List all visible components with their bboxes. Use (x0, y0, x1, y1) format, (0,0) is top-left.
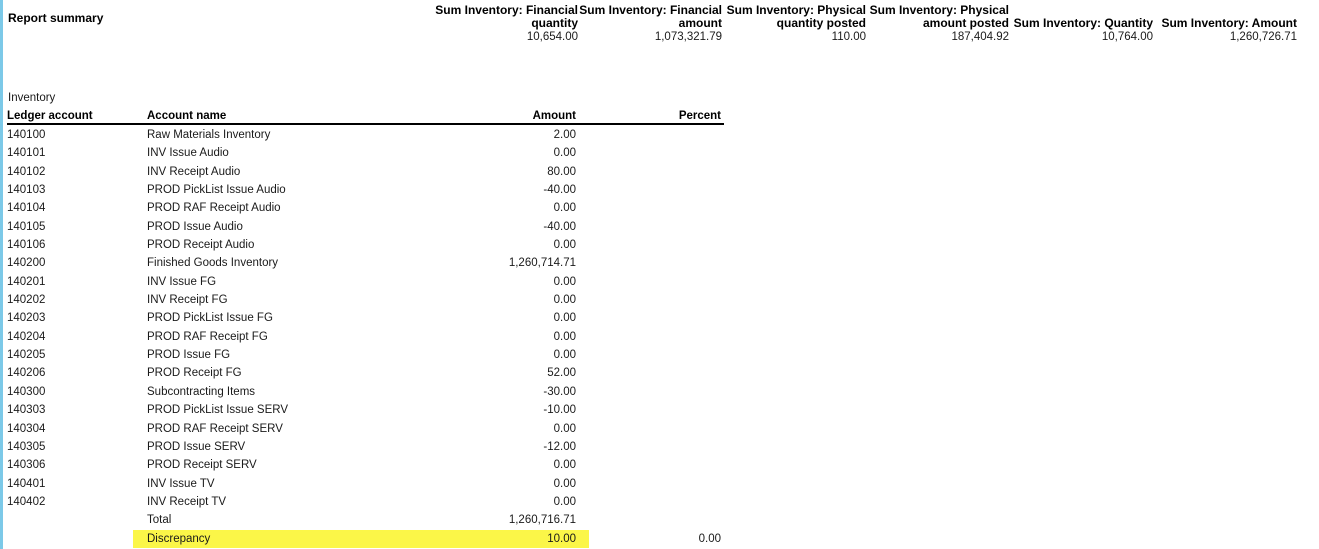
amount-cell: 10.00 (547, 532, 576, 545)
percent-cell (571, 163, 721, 181)
table-row (0, 456, 760, 474)
summary-column-header (1117, 3, 1297, 30)
amount-cell: 0.00 (553, 294, 576, 307)
ledger-account-cell: 140205 (7, 349, 46, 362)
percent-cell (571, 401, 721, 419)
amount-cell: -10.00 (543, 404, 576, 417)
amount-cell: 0.00 (553, 477, 576, 490)
amount-cell: 1,260,714.71 (508, 257, 576, 270)
account-name-cell: PROD RAF Receipt SERV (147, 422, 283, 435)
amount-cell: 52.00 (547, 367, 576, 380)
summary-column-header-line: Sum Inventory: Financial (579, 3, 722, 17)
amount-cell: 0.00 (553, 239, 576, 252)
table-row (0, 144, 760, 162)
account-name-cell: PROD Issue FG (147, 349, 231, 362)
table-row (0, 309, 760, 327)
table-row (0, 383, 760, 401)
account-name-cell: INV Receipt TV (147, 495, 227, 508)
amount-cell: 0.00 (553, 202, 576, 215)
table-row (0, 236, 760, 254)
summary-column-header-line: Sum Inventory: Physical (726, 3, 866, 17)
ledger-account-cell: 140202 (7, 294, 46, 307)
summary-column-value: 10,764.00 (1101, 31, 1153, 43)
table-row (0, 181, 760, 199)
table-header-divider (7, 123, 724, 125)
percent-cell (571, 456, 721, 474)
ledger-account-cell: 140200 (7, 257, 46, 270)
summary-column-header-line: Sum Inventory: Amount (1161, 16, 1297, 30)
percent-cell (571, 493, 721, 511)
inventory-table-body (0, 126, 760, 548)
summary-column-header-line: amount (678, 16, 722, 30)
account-name-cell: Total (147, 514, 172, 527)
ledger-account-cell: 140303 (7, 404, 46, 417)
account-name-cell: PROD Receipt SERV (147, 459, 257, 472)
ledger-account-cell: 140300 (7, 385, 46, 398)
percent-cell (571, 511, 721, 529)
ledger-account-cell: 140401 (7, 477, 46, 490)
summary-column-value: 110.00 (831, 31, 866, 43)
account-name-cell: INV Issue Audio (147, 147, 229, 160)
table-row (0, 328, 760, 346)
table-row-discrepancy (0, 530, 760, 548)
amount-cell: 1,260,716.71 (508, 514, 576, 527)
amount-cell: 0.00 (553, 349, 576, 362)
account-name-cell: PROD PickList Issue SERV (147, 404, 289, 417)
account-name-cell: PROD Receipt FG (147, 367, 242, 380)
amount-cell: 80.00 (547, 165, 576, 178)
table-row (0, 126, 760, 144)
column-header-percent: Percent (678, 110, 721, 122)
table-row (0, 493, 760, 511)
percent-cell (571, 364, 721, 382)
summary-column-header-line: Sum Inventory: Financial (435, 3, 578, 17)
ledger-account-cell: 140402 (7, 495, 46, 508)
amount-cell: -30.00 (543, 385, 576, 398)
ledger-account-cell: 140100 (7, 129, 46, 141)
percent-cell (571, 181, 721, 199)
ledger-account-cell: 140305 (7, 440, 46, 453)
ledger-account-cell: 140105 (7, 220, 46, 233)
account-name-cell: Subcontracting Items (147, 385, 256, 398)
percent-cell (571, 346, 721, 364)
amount-cell: 0.00 (553, 312, 576, 325)
account-name-cell: Finished Goods Inventory (147, 257, 279, 270)
amount-cell: 0.00 (553, 422, 576, 435)
account-name-cell: INV Receipt FG (147, 294, 228, 307)
column-header-account-name: Account name (147, 110, 227, 122)
summary-column-value: 10,654.00 (526, 31, 578, 43)
table-row (0, 475, 760, 493)
table-row (0, 291, 760, 309)
ledger-account-cell: 140304 (7, 422, 46, 435)
account-name-cell: PROD RAF Receipt FG (147, 330, 268, 343)
amount-cell: 2.00 (553, 129, 576, 141)
ledger-account-cell: 140102 (7, 165, 46, 178)
table-row (0, 438, 760, 456)
ledger-account-cell: 140104 (7, 202, 46, 215)
table-row (0, 346, 760, 364)
account-name-cell: INV Issue TV (147, 477, 215, 490)
table-row (0, 273, 760, 291)
ledger-account-cell: 140204 (7, 330, 46, 343)
percent-cell (571, 309, 721, 327)
account-name-cell: Raw Materials Inventory (147, 129, 271, 141)
summary-column-header-line: quantity (531, 16, 578, 30)
percent-cell (571, 291, 721, 309)
percent-cell (571, 218, 721, 236)
percent-cell (571, 383, 721, 401)
account-name-cell: Discrepancy (147, 532, 211, 545)
percent-cell: 0.00 (698, 532, 721, 545)
account-name-cell: PROD Issue SERV (147, 440, 246, 453)
percent-cell (571, 328, 721, 346)
account-name-cell: PROD RAF Receipt Audio (147, 202, 281, 215)
summary-column-header-line: amount posted (923, 16, 1009, 30)
percent-cell (571, 254, 721, 272)
account-name-cell: INV Issue FG (147, 275, 217, 288)
ledger-account-cell: 140201 (7, 275, 46, 288)
account-name-cell: INV Receipt Audio (147, 165, 241, 178)
percent-cell (571, 475, 721, 493)
summary-column-value: 1,260,726.71 (1229, 31, 1297, 43)
table-row (0, 401, 760, 419)
table-row (0, 254, 760, 272)
percent-cell (571, 199, 721, 217)
amount-cell: 0.00 (553, 147, 576, 160)
ledger-account-cell: 140101 (7, 147, 46, 160)
amount-cell: 0.00 (553, 330, 576, 343)
summary-column-header-line: Sum Inventory: Quantity (1013, 16, 1153, 30)
percent-cell (571, 144, 721, 162)
ledger-account-cell: 140206 (7, 367, 46, 380)
account-name-cell: PROD PickList Issue FG (147, 312, 273, 325)
percent-cell (571, 420, 721, 438)
table-row-total (0, 511, 760, 529)
percent-cell (571, 438, 721, 456)
table-row (0, 199, 760, 217)
table-row (0, 218, 760, 236)
ledger-account-cell: 140203 (7, 312, 46, 325)
amount-cell: 0.00 (553, 459, 576, 472)
column-header-amount: Amount (532, 110, 576, 122)
inventory-section-label: Inventory (8, 92, 56, 104)
summary-column-value: 1,073,321.79 (654, 31, 722, 43)
percent-cell (571, 126, 721, 144)
table-row (0, 420, 760, 438)
amount-cell: -40.00 (543, 220, 576, 233)
account-name-cell: PROD Issue Audio (147, 220, 243, 233)
table-row (0, 163, 760, 181)
ledger-account-cell: 140103 (7, 184, 46, 197)
column-header-ledger-account: Ledger account (7, 110, 93, 122)
account-name-cell: PROD PickList Issue Audio (147, 184, 286, 197)
summary-column-header-line: quantity posted (776, 16, 866, 30)
amount-cell: 0.00 (553, 275, 576, 288)
summary-column-value: 187,404.92 (951, 31, 1009, 43)
ledger-account-cell: 140106 (7, 239, 46, 252)
page-title: Report summary (8, 11, 104, 25)
summary-column-header-line: Sum Inventory: Physical (869, 3, 1009, 17)
amount-cell: -40.00 (543, 184, 576, 197)
amount-cell: -12.00 (543, 440, 576, 453)
percent-cell (571, 273, 721, 291)
ledger-account-cell: 140306 (7, 459, 46, 472)
table-row (0, 364, 760, 382)
amount-cell: 0.00 (553, 495, 576, 508)
percent-cell (571, 236, 721, 254)
account-name-cell: PROD Receipt Audio (147, 239, 255, 252)
